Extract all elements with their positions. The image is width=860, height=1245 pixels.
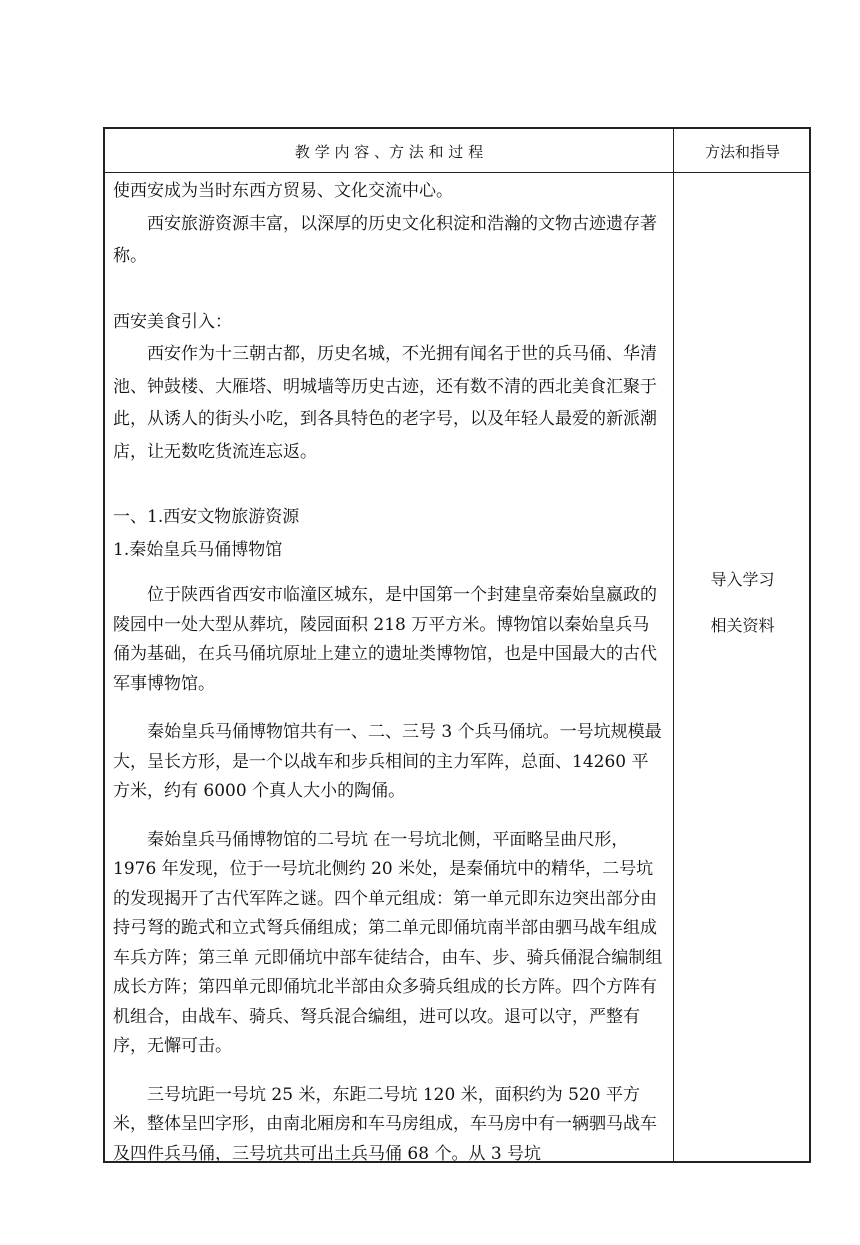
table-header-row [105,129,809,173]
subheading-terracotta-museum: 1.秦始皇兵马俑博物馆 [113,539,283,560]
paragraph-trade-center: 使西安成为当时东西方贸易、文化交流中心。 [113,181,453,201]
food-intro-heading: 西安美食引入： [113,311,232,332]
paragraph-museum-location: 位于陕西省西安市临潼区城东，是中国第一个封建皇帝秦始皇嬴政的陵园中一处大型从葬坑，陵园面积 218 万平方米。博物馆以秦始皇兵马俑为基础，在兵马俑坑原址上建立的遗址类博物馆，也是中国最大的古代军事博物馆。 [113,585,657,694]
section-heading-relics: 一、1.西安文物旅游资源 [113,507,300,527]
header-teaching-content: 教 学 内 容 、方 法 和 过 程 [294,142,484,161]
guidance-cell [674,557,811,649]
lesson-plan-table [103,127,811,1163]
guidance-line-2: 相关资料 [710,616,775,635]
paragraph-pit-three: 三号坑距一号坑 25 米，东距二号坑 120 米，面积约为 520 平方米，整体呈凹字形，由南北厢房和车马房组成，车马房中有一辆驷马战车及四件兵马俑，三号坑共可出土兵马俑 68 个。从 3 号坑 [113,1084,657,1164]
paragraph-pit-two: 秦始皇兵马俑博物馆的二号坑 在一号坑北侧，平面略呈曲尺形，1976 年发现，位于一号坑北侧约 20 米处，是秦俑坑中的精华，二号坑的发现揭开了古代军阵之谜。四个单元组成：第一单元即东边突出部分由持弓弩的跪式和立式弩兵俑组成；第二单元即俑坑南半部由驷马战车组成车兵方阵；第三单 元即俑坑中部车徒结合，由车、步、骑兵俑混合编制组成长方阵；第四单元即俑坑北半部由众多骑兵组成的长方阵。四个方阵有机组合，由战车、骑兵、弩兵混合编组，进可以攻。退可以守，严整有序，无懈可击。 [113,829,663,1056]
paragraph-pit-one: 秦始皇兵马俑博物馆共有一、二、三号 3 个兵马俑坑。一号坑规模最大，呈长方形，是一个以战车和步兵相间的主力军阵，总面、14260 平方米，约有 6000 个真人大小的陶俑。 [113,722,662,801]
guidance-line-1: 导入学习 [710,570,775,589]
paragraph-food-intro: 西安作为十三朝古都，历史名城，不光拥有闻名于世的兵马俑、华清池、钟鼓楼、大雁塔、明城墙等历史古迹，还有数不清的西北美食汇聚于此，从诱人的街头小吃，到各具特色的老字号，以及年轻人最爱的新派潮店，让无数吃货流连忘返。 [113,344,657,462]
paragraph-tourism-resources: 西安旅游资源丰富，以深厚的历史文化积淀和浩瀚的文物古迹遗存著称。 [113,213,657,266]
teaching-content-cell [113,175,665,1169]
header-method-guidance: 方法和指导 [704,142,780,161]
